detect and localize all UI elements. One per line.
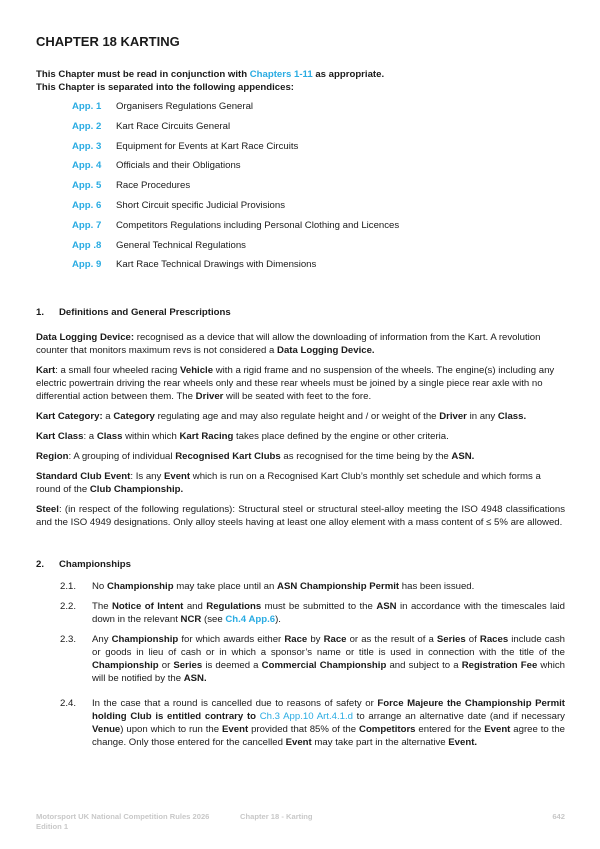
intro-line-2: This Chapter is separated into the following appendices: — [36, 82, 295, 93]
definition-steel: Steel: (in respect of the following regulations): Structural steel or structural steel-alloy meeting the ISO 4948 classifications and the ISO 4949 designations. Only alloy steels having at least one alloy element with a mass content of ≤ 5% are allowed. — [36, 504, 565, 528]
ch4-app6-link[interactable]: Ch.4 App.6 — [225, 614, 276, 625]
definition-standard-club-event: Standard Club Event: Is any Event which is run on a Recognised Kart Club’s monthly set schedule and which forms a round of the Club Championship. — [36, 471, 541, 495]
appendix-link[interactable]: App. 4 — [72, 160, 102, 172]
footer-chapter: Chapter 18 - Karting — [240, 812, 313, 821]
chapter-title: CHAPTER 18 KARTING — [36, 34, 180, 49]
definition-region: Region: A grouping of individual Recognised Kart Clubs as recognised for the time being by the ASN. — [36, 451, 475, 462]
definition-kart-class: Kart Class: a Class within which Kart Racing takes place defined by the engine or other criteria. — [36, 431, 449, 442]
appendix-list — [72, 101, 399, 279]
appendix-item: App. 4 Officials and their Obligations — [72, 160, 241, 172]
appendix-item: App. 1 Organisers Regulations General — [72, 101, 254, 112]
definition-data-logging-device: Data Logging Device: recognised as a device that will allow the downloading of information from the Kart. A revolution counter that monitors maximum revs is not considered a Data Logging Device. — [36, 332, 541, 356]
appendix-item: App. 6 Short Circuit specific Judicial Provisions — [72, 199, 286, 211]
footer-edition: Edition 1 — [36, 822, 69, 831]
clause-2-1: 2.1. No Championship may take place until an ASN Championship Permit has been issued. — [60, 581, 475, 592]
ch3-app10-link[interactable]: Ch.3 App.10 Art.4.1.d — [259, 711, 353, 722]
section-1-heading: 1. Definitions and General Prescriptions — [36, 307, 231, 318]
appendix-link[interactable]: App. 9 — [72, 259, 102, 271]
footer-publication: Motorsport UK National Competition Rules 2026 — [36, 812, 210, 821]
clause-2-2: 2.2. The Notice of Intent and Regulations must be submitted to the ASN in accordance with the timescales laid down in the relevant NCR (see Ch.4 App.6). — [60, 601, 565, 625]
definition-kart-category: Kart Category: a Category regulating age and may also regulate height and / or weight of the Driver in any Class. — [36, 411, 527, 422]
appendix-item: App. 9 Kart Race Technical Drawings with Dimensions — [72, 259, 317, 271]
appendix-link[interactable]: App. 2 — [72, 120, 102, 132]
clause-2-3: 2.3. Any Championship for which awards either Race by Race or as the result of a Series of Races include cash or goods in lieu of cash or in which a sponsor’s name or title is used in connection with the title of the Championship or Series is deemed a Commercial Championship and subject to a Registration Fee which will be notified by the ASN. — [60, 634, 566, 684]
section-2-heading: 2. Championships — [36, 559, 131, 570]
appendix-item: App. 5 Race Procedures — [72, 180, 191, 192]
appendix-item: App. 2 Kart Race Circuits General — [72, 120, 231, 132]
appendix-item: App .8 General Technical Regulations — [72, 239, 246, 251]
appendix-item: App. 3 Equipment for Events at Kart Race Circuits — [72, 140, 299, 152]
page-number: 642 — [552, 812, 565, 821]
intro-line-1: This Chapter must be read in conjunction with Chapters 1-11 as appropriate. — [36, 69, 385, 80]
appendix-link[interactable]: App. 5 — [72, 180, 102, 192]
chapters-link[interactable]: Chapters 1-11 — [249, 69, 313, 80]
appendix-link[interactable]: App. 3 — [72, 140, 102, 152]
appendix-item: App. 7 Competitors Regulations including Personal Clothing and Licences — [72, 219, 400, 231]
definition-kart: Kart: a small four wheeled racing Vehicle with a rigid frame and no suspension of the wheels. The engine(s) including any electric powertrain driving the rear wheels only and these rear wheels must be joined by a single piece rear axle with no differential action between them. The Driver will be seated with feet to the fore. — [36, 365, 555, 402]
appendix-link[interactable]: App. 7 — [72, 219, 102, 231]
appendix-link[interactable]: App .8 — [72, 239, 102, 251]
chapter-intro — [36, 68, 384, 94]
clause-2-4: 2.4. In the case that a round is cancelled due to reasons of safety or Force Majeure the Championship Permit holding Club is entitled contrary to Ch.3 App.10 Art.4.1.d to arrange an alternative date (and if necessary Venue) upon which to run the Event provided that 85% of the Competitors entered for the Event agree to the change. Only those entered for the cancelled Event may take part in the alternative Event. — [60, 698, 566, 748]
appendix-link[interactable]: App. 1 — [72, 101, 102, 112]
appendix-link[interactable]: App. 6 — [72, 199, 102, 211]
